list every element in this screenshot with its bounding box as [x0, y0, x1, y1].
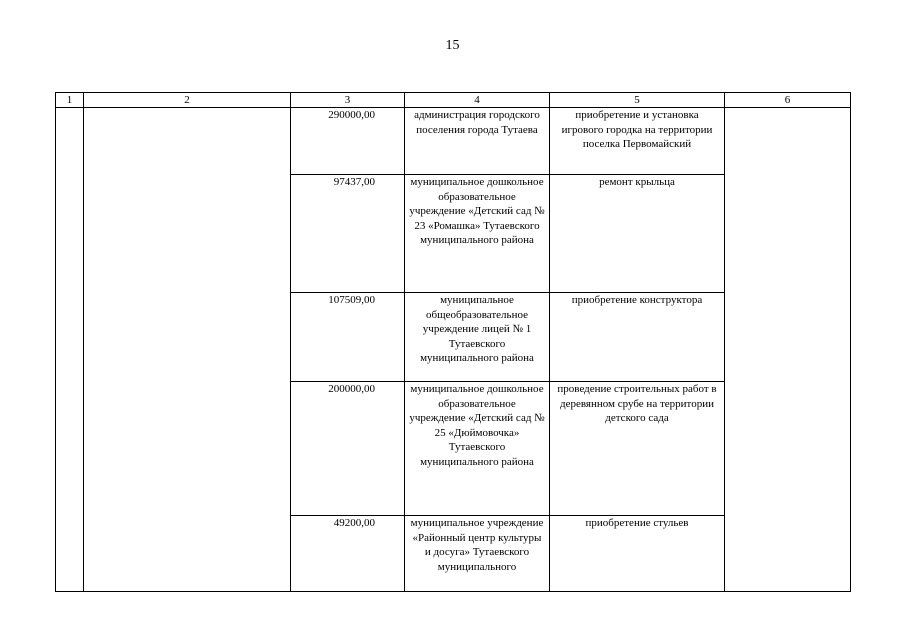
table-header-row	[56, 93, 851, 108]
col1-merged-cell	[56, 108, 84, 592]
header-cell-col4: 4	[405, 93, 550, 108]
col6-merged-cell	[725, 108, 851, 592]
amount-cell: 290000,00	[291, 108, 405, 175]
recipient-cell: администрация городского поселения города Тутаева	[405, 108, 550, 175]
amount-cell: 200000,00	[291, 382, 405, 516]
amount-cell: 49200,00	[291, 516, 405, 592]
page-number: 15	[445, 38, 460, 53]
recipient-cell: муниципальное дошкольное образовательное учреждение «Детский сад № 25 «Дюймовочка» Тутаевского муниципального района	[405, 382, 550, 516]
header-cell-col6: 6	[725, 93, 851, 108]
recipient-cell: муниципальное учреждение «Районный центр культуры и досуга» Тутаевского муниципального	[405, 516, 550, 592]
header-cell-col5: 5	[550, 93, 725, 108]
purpose-cell: приобретение конструктора	[550, 293, 725, 382]
allocation-table	[55, 92, 851, 592]
amount-cell: 107509,00	[291, 293, 405, 382]
header-cell-col3: 3	[291, 93, 405, 108]
purpose-cell: ремонт крыльца	[550, 175, 725, 293]
header-cell-col2: 2	[84, 93, 291, 108]
purpose-cell: приобретение стульев	[550, 516, 725, 592]
col2-merged-cell	[84, 108, 291, 592]
amount-cell: 97437,00	[291, 175, 405, 293]
recipient-cell: муниципальное дошкольное образовательное учреждение «Детский сад № 23 «Ромашка» Тутаевского муниципального района	[405, 175, 550, 293]
purpose-cell: приобретение и установка игрового городка на территории поселка Первомайский	[550, 108, 725, 175]
table-row	[56, 108, 851, 175]
purpose-cell: проведение строительных работ в деревянном срубе на территории детского сада	[550, 382, 725, 516]
recipient-cell: муниципальное общеобразовательное учреждение лицей № 1 Тутаевского муниципального района	[405, 293, 550, 382]
header-cell-col1: 1	[56, 93, 84, 108]
